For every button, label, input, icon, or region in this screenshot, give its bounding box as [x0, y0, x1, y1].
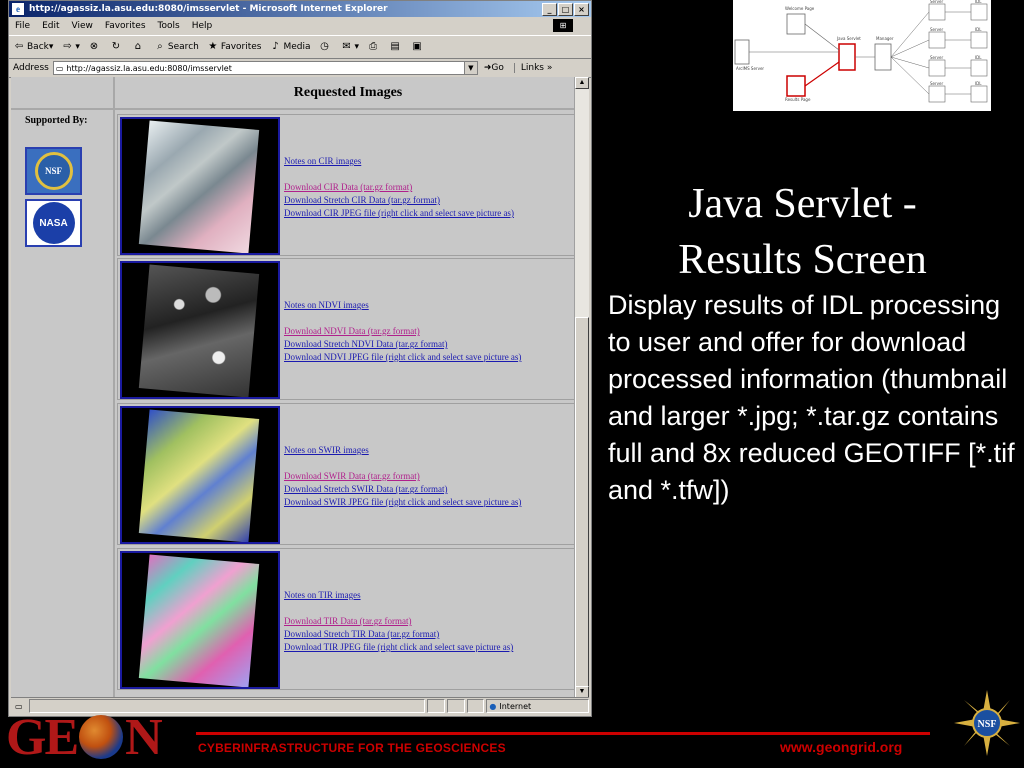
ndvi-jpeg-link[interactable]: Download NDVI JPEG file (right click and select save picture as) — [284, 352, 522, 362]
nsf-footer-logo — [954, 690, 1020, 756]
page-icon: ▭ — [55, 63, 64, 73]
svg-text:IDL: IDL — [975, 81, 982, 86]
java-servlet-box — [839, 44, 855, 70]
swir-stretch-link[interactable]: Download Stretch SWIR Data (tar.gz format) — [284, 484, 448, 494]
server-column — [929, 0, 945, 102]
footer-tagline: CYBERINFRASTRUCTURE FOR THE GEOSCIENCES — [198, 741, 506, 755]
svg-text:IDL: IDL — [975, 27, 982, 32]
supported-by-label: Supported By: — [25, 115, 88, 126]
cir-stretch-link[interactable]: Download Stretch CIR Data (tar.gz format) — [284, 195, 440, 205]
result-row-ndvi — [117, 258, 581, 400]
cir-thumbnail[interactable] — [120, 117, 280, 255]
ndvi-stretch-link[interactable]: Download Stretch NDVI Data (tar.gz format) — [284, 339, 448, 349]
tir-stretch-link[interactable]: Download Stretch TIR Data (tar.gz format) — [284, 629, 440, 639]
close-button[interactable]: × — [574, 3, 589, 16]
page-done-icon: ▭ — [15, 701, 23, 711]
arcims-server-box — [735, 40, 749, 64]
vertical-scrollbar[interactable] — [574, 77, 589, 698]
welcome-label: Welcome Page — [785, 6, 815, 11]
edit-icon: ▤ — [390, 41, 400, 52]
cir-notes-link[interactable]: Notes on CIR images — [284, 156, 362, 166]
slide-body-text: Display results of IDL processing to user and offer for download processed information (thumbnail and larger *.jpg; *.tar.gz contains full and 8x reduced GEOTIFF [*.tif and *.tfw]) — [608, 290, 1015, 505]
ndvi-download-link[interactable]: Download NDVI Data (tar.gz format) — [284, 326, 420, 336]
swir-jpeg-link[interactable]: Download SWIR JPEG file (right click and select save picture as) — [284, 497, 522, 507]
manager-label: Manager — [876, 36, 894, 41]
swir-notes-link[interactable]: Notes on SWIR images — [284, 445, 369, 455]
tir-download-link[interactable]: Download TIR Data (tar.gz format) — [284, 616, 412, 626]
standard-toolbar — [9, 36, 591, 59]
browser-window — [8, 0, 592, 717]
nsf-logo-link[interactable] — [25, 147, 82, 195]
mail-button[interactable]: ✉ ▾ — [342, 41, 360, 52]
welcome-page-box — [787, 14, 805, 34]
result-row-tir — [117, 548, 581, 690]
scroll-up-icon[interactable]: ▲ — [575, 77, 589, 89]
refresh-button[interactable] — [110, 41, 124, 53]
cir-download-link[interactable]: Download CIR Data (tar.gz format) — [284, 182, 413, 192]
svg-text:Server: Server — [930, 0, 944, 4]
swir-thumbnail[interactable] — [120, 406, 280, 544]
window-title: http://agassiz.la.asu.edu:8080/imsservlet - Microsoft Internet Explorer — [29, 4, 388, 14]
menu-edit[interactable]: Edit — [42, 21, 60, 31]
svg-text:Server: Server — [930, 27, 944, 32]
discuss-icon: ▣ — [412, 41, 422, 52]
page-content — [11, 77, 581, 698]
architecture-diagram — [733, 0, 991, 111]
browser-titlebar — [9, 1, 591, 17]
forward-arrow-icon: ⇨ — [63, 41, 72, 52]
manager-box — [875, 44, 891, 70]
swir-download-link[interactable]: Download SWIR Data (tar.gz format) — [284, 471, 420, 481]
svg-text:NSF: NSF — [977, 719, 997, 730]
result-row-swir — [117, 403, 581, 545]
back-arrow-icon: ⇦ — [14, 41, 24, 52]
results-page-box — [787, 76, 805, 96]
media-icon: ♪ — [272, 41, 279, 52]
print-button[interactable] — [367, 41, 381, 53]
back-button[interactable]: ⇦ Back ▾ — [14, 41, 54, 52]
internet-explorer-icon: e — [11, 2, 25, 16]
history-icon: ◷ — [320, 41, 329, 52]
geon-logo: GE N — [6, 708, 161, 766]
svg-text:Server: Server — [930, 81, 944, 86]
menu-bar — [9, 17, 591, 36]
nasa-logo: NASA — [33, 202, 75, 244]
stop-icon: ⊗ — [89, 41, 99, 52]
scroll-thumb[interactable] — [575, 317, 589, 687]
history-button[interactable] — [319, 41, 333, 53]
print-icon: ⎙ — [369, 41, 378, 52]
menu-favorites[interactable]: Favorites — [104, 21, 146, 31]
favorites-button[interactable]: ★ Favorites — [208, 41, 262, 52]
scroll-down-icon[interactable]: ▼ — [575, 686, 589, 698]
minimize-button[interactable]: _ — [542, 3, 557, 16]
go-arrow-icon: ➜ — [483, 63, 492, 73]
address-label: Address — [13, 63, 49, 73]
go-button[interactable]: ➜Go — [483, 63, 504, 73]
links-button[interactable]: Links » — [514, 63, 553, 73]
svg-text:IDL: IDL — [975, 55, 982, 60]
requested-images-heading: Requested Images — [115, 77, 581, 110]
maximize-button[interactable]: □ — [558, 3, 573, 16]
nsf-logo: NSF — [35, 152, 73, 190]
idl-column — [971, 0, 987, 102]
menu-tools[interactable]: Tools — [157, 21, 180, 31]
menu-help[interactable]: Help — [191, 21, 213, 31]
slide-title: Java Servlet - Results Screen — [678, 181, 927, 283]
globe-icon: ● — [489, 701, 497, 711]
home-icon: ⌂ — [134, 41, 142, 52]
menu-file[interactable]: File — [15, 21, 31, 31]
ndvi-thumbnail[interactable] — [120, 261, 280, 399]
nasa-logo-link[interactable] — [25, 199, 82, 247]
footer-url: www.geongrid.org — [780, 739, 903, 755]
servlet-label: Java Servlet — [837, 36, 861, 41]
tir-notes-link[interactable]: Notes on TIR images — [284, 590, 361, 600]
forward-button[interactable]: ⇨ ▾ — [63, 41, 80, 52]
result-row-cir — [117, 114, 581, 256]
mail-icon: ✉ — [342, 41, 351, 52]
tir-thumbnail[interactable] — [120, 551, 280, 689]
search-icon: ⌕ — [157, 41, 163, 52]
discuss-button[interactable] — [411, 41, 425, 53]
zone-indicator: ● Internet — [486, 699, 589, 713]
home-button[interactable] — [132, 41, 146, 53]
globe-icon — [79, 715, 123, 759]
address-input[interactable] — [53, 61, 478, 75]
stop-button[interactable] — [88, 41, 102, 53]
address-bar — [9, 59, 591, 78]
media-button[interactable]: ♪ Media — [270, 41, 311, 53]
windows-logo-icon: ⊞ — [553, 19, 573, 32]
search-button[interactable]: ⌕ Search — [154, 41, 199, 53]
favorites-icon: ★ — [208, 41, 218, 52]
results-label: Results Page — [785, 97, 811, 102]
cir-jpeg-link[interactable]: Download CIR JPEG file (right click and select save picture as) — [284, 208, 514, 218]
tir-jpeg-link[interactable]: Download TIR JPEG file (right click and select save picture as) — [284, 642, 514, 652]
svg-text:Server: Server — [930, 55, 944, 60]
edit-button[interactable] — [389, 41, 403, 53]
refresh-icon: ↻ — [111, 41, 121, 52]
arcims-label: ArcIMS Server — [736, 66, 765, 71]
address-dropdown-icon[interactable]: ▼ — [464, 62, 477, 74]
svg-text:IDL: IDL — [975, 0, 982, 4]
address-value: http://agassiz.la.asu.edu:8080/imsservlet — [66, 63, 232, 73]
menu-view[interactable]: View — [71, 21, 93, 31]
footer-divider — [196, 732, 930, 735]
ndvi-notes-link[interactable]: Notes on NDVI images — [284, 300, 369, 310]
